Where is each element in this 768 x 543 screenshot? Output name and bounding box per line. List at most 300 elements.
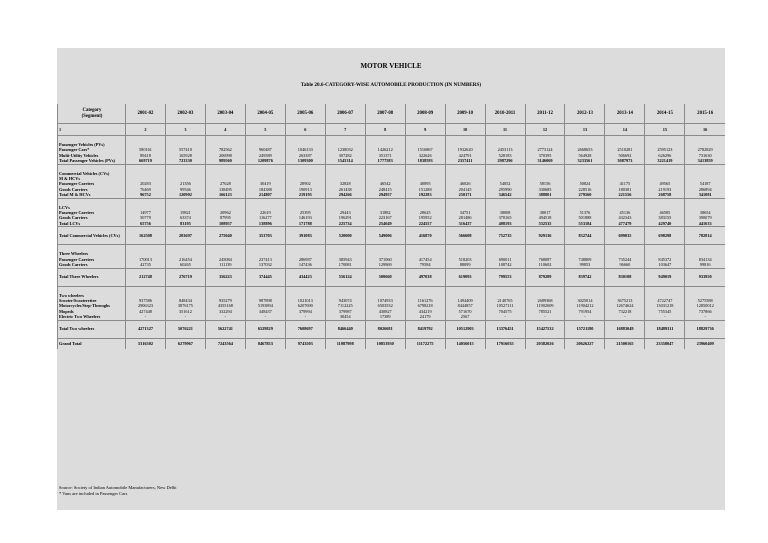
lcv-value: 254049 [378, 220, 392, 226]
pv-value: 1777583 [377, 158, 393, 164]
cv-row-label: Goods Carriers [59, 186, 88, 192]
t3-total-value: 434423 [285, 268, 325, 286]
three-value-cell [445, 251, 485, 268]
lcv-value: 14977 [140, 210, 151, 216]
pv-value: 322626 [418, 152, 432, 158]
three-value-cell [645, 251, 685, 268]
cv-value-cell [685, 171, 725, 199]
grand-total-value: 10853930 [365, 338, 405, 349]
pv-value-cell [285, 142, 325, 164]
cv-value: 190913 [298, 186, 312, 192]
t3-total-value: 212748 [126, 268, 166, 286]
column-number: 12 [525, 124, 565, 136]
cv-value: 248415 [378, 186, 392, 192]
cv-value: 21356 [180, 181, 191, 187]
tcv-total-value: 782814 [685, 227, 725, 245]
two-value: 2906323 [137, 303, 153, 309]
table-caption: Table 20.6-CATEGORY-WISE AUTOMOBILE PRODUCTION (IN NUMBERS) [300, 82, 482, 88]
three-value: 99853 [579, 262, 591, 268]
pv-value-cell [325, 142, 365, 164]
two-value: - [144, 314, 147, 320]
two-value: 4355168 [217, 303, 233, 309]
lcv-value: 370165 [498, 215, 512, 221]
t3-total-value: 356223 [205, 268, 245, 286]
t2-total-value: 8466440 [325, 320, 365, 338]
pv-value: 626296 [658, 152, 672, 158]
pv-value-cell [525, 142, 565, 164]
grand-total-value: 6279967 [165, 338, 205, 349]
lcv-value: 116277 [258, 215, 272, 221]
cv-value: 261438 [338, 186, 352, 192]
cv-value: 46026 [459, 181, 471, 187]
lcv-value: 281486 [458, 215, 472, 221]
column-number: 5 [245, 124, 285, 136]
cv-value-cell [285, 171, 325, 199]
year-header: 2009-10 [445, 104, 485, 124]
two-value: 3675213 [617, 297, 633, 303]
cv-group-row [58, 171, 726, 199]
year-header: 2006-07 [325, 104, 365, 124]
pv-value: 307282 [338, 152, 352, 158]
two-row-label: Mopeds [59, 308, 74, 314]
two-labels [58, 293, 126, 321]
column-number: 10 [445, 124, 485, 136]
pv-value: 782562 [218, 147, 232, 153]
three-value: 108742 [498, 262, 512, 268]
cv-value: 180381 [618, 186, 632, 192]
two-value: 943074 [338, 297, 352, 303]
lcv-value: 390079 [698, 215, 712, 221]
tcv-total-value: 275040 [205, 227, 245, 245]
lcv-value-cell [205, 205, 245, 227]
pv-value: 2782829 [697, 147, 713, 153]
cv-value: 221556 [618, 192, 632, 198]
pv-value-cell [365, 142, 405, 164]
lcv-value: 441633 [698, 220, 712, 226]
pv-value: 528183 [498, 152, 512, 158]
pv-row-label: Passenger Cars* [59, 147, 90, 153]
two-group-row [58, 293, 726, 321]
cv-row-label: Passenger Carriers [59, 181, 95, 187]
lcv-value: 28625 [419, 210, 431, 216]
cv-value: 295990 [498, 186, 512, 192]
three-value: 96660 [619, 262, 631, 268]
tcv-total-value: 549006 [365, 227, 405, 245]
three-value-cell [605, 251, 645, 268]
two-value: - [224, 314, 227, 320]
cv-value: 166123 [218, 192, 232, 198]
lcv-value: 195952 [418, 215, 432, 221]
lcv-row-label: Goods Carriers [59, 215, 88, 221]
tcv-total-label: Total Commercial Vehicles (CVs) [58, 227, 126, 245]
pv-value-cell [445, 142, 485, 164]
cv-value: 346542 [498, 192, 512, 198]
column-number: 3 [165, 124, 205, 136]
cv-value: 41175 [619, 181, 631, 187]
grand-total-value: 7243564 [205, 338, 245, 349]
cv-value-cell [365, 171, 405, 199]
pv-value: 2510281 [617, 147, 633, 153]
cv-value: 46542 [379, 181, 391, 187]
three-value: 79584 [419, 262, 431, 268]
two-value: 11902609 [536, 303, 554, 309]
three-value-cell [525, 251, 565, 268]
source-note: Source: Society of Indian Automobile Manufacturers, New Delhi [59, 485, 177, 490]
column-number: 14 [605, 124, 645, 136]
t3-total-value: 497038 [405, 268, 445, 286]
tcv-total-value: 698298 [645, 227, 685, 245]
pv-value: 1238032 [337, 147, 353, 153]
tcv-total-value: 416870 [405, 227, 445, 245]
grand-total-value: 8467853 [245, 338, 285, 349]
two-value-cell [605, 293, 645, 321]
year-header: 2008-09 [405, 104, 445, 124]
cv-value: 294957 [378, 192, 392, 198]
tcv-total-value: 391083 [285, 227, 325, 245]
lcv-value: 477479 [618, 220, 632, 226]
cv-value-cell [245, 171, 285, 199]
three-value: 385943 [338, 256, 352, 262]
pv-value: 206998 [218, 152, 232, 158]
lcv-value-cell [165, 205, 205, 227]
pv-value: 1426212 [377, 147, 393, 153]
two-value: - [664, 314, 666, 320]
cv-value-cell [325, 171, 365, 199]
two-value: 6798218 [417, 303, 433, 309]
lcv-value-cell [365, 205, 405, 227]
three-value: 518203 [458, 256, 472, 262]
lcv-value: 38654 [699, 210, 711, 216]
pv-value: 3233561 [577, 158, 593, 164]
lcv-value: 29443 [339, 210, 351, 216]
cv-row-label: Total M & HCVs [59, 192, 91, 198]
three-value: 237413 [258, 256, 272, 262]
segment-header-label: (Segment) [81, 113, 103, 119]
page-title: MOTOR VEHICLE [360, 62, 422, 70]
three-value-cell [405, 251, 445, 268]
lcv-value-cell [645, 205, 685, 227]
t2-total-value: 7608697 [285, 320, 325, 338]
pv-value-cell [605, 142, 645, 164]
cv-value: 58156 [539, 181, 551, 187]
t2-total-value: 18489311 [645, 320, 685, 338]
pv-value-cell [126, 142, 166, 164]
cv-value-cell [165, 171, 205, 199]
pv-value: 1046133 [297, 147, 313, 153]
lcv-value: 46585 [659, 210, 671, 216]
t3-total-value: 949019 [645, 268, 685, 286]
pv-value: 370395 [538, 152, 552, 158]
cv-value: 120902 [178, 192, 192, 198]
tcv-total-value: 162508 [126, 227, 166, 245]
three-value: 216454 [178, 256, 192, 262]
three-value-cell [245, 251, 285, 268]
year-header: 2007-08 [365, 104, 405, 124]
three-value: 286987 [298, 256, 312, 262]
lcv-value: 408193 [498, 220, 512, 226]
two-heading: Two wheelers [59, 292, 84, 298]
pv-value: 506692 [618, 152, 632, 158]
pv-value: 351371 [378, 152, 392, 158]
pv-value-cell [685, 142, 725, 164]
two-value: 1021013 [297, 297, 313, 303]
pv-value: 960487 [258, 147, 272, 153]
two-value-cell [565, 293, 605, 321]
pv-value-cell [405, 142, 445, 164]
pv-value: 731630 [698, 152, 712, 158]
pv-heading: Passenger Vehicles (PVs) [59, 142, 105, 147]
cv-value: 50824 [579, 181, 591, 187]
year-header: 2011-12 [525, 104, 565, 124]
three-value: 137032 [258, 262, 272, 268]
cv-heading: M & HCVs [59, 176, 81, 182]
two-value-cell [525, 293, 565, 321]
lcv-value: 83195 [180, 220, 191, 226]
year-header: 2015-16 [685, 104, 725, 124]
two-value-cell [405, 293, 445, 321]
t3-total-value: 879289 [525, 268, 565, 286]
pv-value: 263387 [298, 152, 312, 158]
lcv-value: 146193 [298, 215, 312, 221]
two-value: 935279 [218, 297, 232, 303]
lcv-row-label: Passenger Carriers [59, 210, 95, 216]
year-header: 2001-02 [126, 104, 166, 124]
t3-total-value: 500660 [365, 268, 405, 286]
header-row [58, 104, 726, 124]
two-value: 937586 [139, 297, 152, 303]
pv-value: 1545314 [337, 158, 353, 164]
pv-value: 249589 [258, 152, 272, 158]
pv-value: 2453113 [497, 147, 513, 153]
lcv-value: 25395 [299, 210, 311, 216]
three-value: 371060 [378, 256, 392, 262]
pv-value: 2668653 [577, 147, 593, 153]
t2-total-value: 6529829 [245, 320, 285, 338]
pv-value-cell [485, 142, 525, 164]
three-value: 845372 [658, 256, 672, 262]
grand-total-value: 20382026 [525, 338, 565, 349]
lcv-value: 38008 [499, 210, 511, 216]
tcv-total-value: 520000 [325, 227, 365, 245]
cv-value: 388801 [538, 192, 552, 198]
three-value: 110602 [538, 262, 552, 268]
column-number: 11 [485, 124, 525, 136]
cv-value: 228516 [578, 186, 592, 192]
year-header: 2013-14 [605, 104, 645, 124]
two-value-cell [126, 293, 166, 321]
lcv-group-row [58, 205, 726, 227]
two-value: 30454 [339, 314, 351, 320]
t2-total-value: 16883049 [605, 320, 645, 338]
two-value: 17389 [379, 314, 391, 320]
column-number: 13 [565, 124, 605, 136]
cv-value: 76469 [140, 186, 151, 192]
three-value: 748809 [578, 256, 592, 262]
cv-value: 204145 [458, 186, 472, 192]
three-value: 60265 [180, 262, 191, 268]
pv-value-cell [165, 142, 205, 164]
t2-total-value: 15427532 [525, 320, 565, 338]
cv-value: 268758 [658, 192, 672, 198]
lcv-value-cell [485, 205, 525, 227]
cv-value: 279560 [578, 192, 592, 198]
three-value: 170013 [139, 256, 152, 262]
two-row-label: Motorcycles/Step-Throughs [59, 303, 110, 309]
cv-value: 20283 [140, 181, 151, 187]
two-value-cell [685, 293, 725, 321]
cv-value: 294266 [338, 192, 352, 198]
two-value: 379987 [338, 308, 352, 314]
grand-total-value: 11087998 [325, 338, 365, 349]
cv-value: 151288 [418, 186, 432, 192]
lcv-value: 31882 [379, 210, 391, 216]
three-labels [58, 251, 126, 268]
two-value-cell [485, 293, 525, 321]
t2-total-label: Total Two wheelers [58, 320, 126, 338]
cv-value-cell [565, 171, 605, 199]
pv-value-cell [565, 142, 605, 164]
cv-value: 219193 [658, 186, 672, 192]
grand-total-value: 17916035 [485, 338, 525, 349]
grand-total-row [58, 338, 726, 349]
tcv-total-value: 752735 [485, 227, 525, 245]
two-value: - [304, 314, 306, 320]
cv-value: 214807 [258, 192, 272, 198]
t2-total-value: 5076221 [165, 320, 205, 338]
t2-total-value: 15721180 [565, 320, 605, 338]
cv-value-cell [205, 171, 245, 199]
pv-value: 1932620 [457, 147, 473, 153]
grand-total-value: 9743503 [285, 338, 325, 349]
two-value: 2140765 [497, 297, 513, 303]
two-value: 848434 [178, 297, 192, 303]
pv-value: 564928 [578, 152, 592, 158]
two-value: 8444857 [457, 303, 473, 309]
three-value-cell [165, 251, 205, 268]
table-notes [59, 485, 176, 497]
tcv-total-row [58, 227, 726, 245]
three-value-cell [365, 251, 405, 268]
t3-total-value: 830108 [605, 268, 645, 286]
pv-value: 1209876 [257, 158, 273, 164]
two-value-cell [245, 293, 285, 321]
lcv-heading: LCVs [59, 204, 70, 210]
cv-value: 49565 [659, 181, 671, 187]
tcv-total-value: 566608 [445, 227, 485, 245]
three-value: 103647 [658, 262, 672, 268]
pv-value: 424791 [458, 152, 472, 158]
cv-value-cell [485, 171, 525, 199]
two-value: 732218 [618, 308, 632, 314]
cv-value: 28902 [299, 181, 311, 187]
pv-value: 2987296 [497, 158, 513, 164]
lcv-value-cell [126, 205, 166, 227]
year-header: 2012-13 [565, 104, 605, 124]
column-number: 9 [405, 124, 445, 136]
three-row-label: Goods Carriers [59, 262, 88, 268]
lcv-value: 224557 [418, 220, 432, 226]
three-value: 417454 [418, 256, 432, 262]
three-value: 735244 [618, 256, 632, 262]
cv-value: 192283 [418, 192, 432, 198]
t3-total-value: 933950 [685, 268, 725, 286]
cv-value: 30419 [259, 181, 271, 187]
two-value: 3876175 [177, 303, 193, 309]
two-row-label: Scooter/Scooterettee [59, 297, 97, 303]
lcv-value: 225734 [338, 220, 352, 226]
lcv-value-cell [405, 205, 445, 227]
lcv-labels [58, 205, 126, 227]
three-value: 99816 [699, 262, 711, 268]
lcv-value: 383155 [658, 215, 672, 221]
footnote: * Vans are included in Passenger Cars [59, 491, 128, 496]
two-value-cell [365, 293, 405, 321]
three-value: 690011 [498, 256, 512, 262]
two-value: 12850012 [696, 303, 714, 309]
cv-value-cell [126, 171, 166, 199]
lcv-value: 19821 [180, 210, 191, 216]
column-number: 4 [205, 124, 245, 136]
cv-value: 184388 [258, 186, 272, 192]
pv-value: 3146069 [537, 158, 553, 164]
t3-total-value: 839742 [565, 268, 605, 286]
lcv-value: 20962 [220, 210, 231, 216]
grand-total-label: Grand Total [58, 338, 126, 349]
two-value: - [184, 314, 187, 320]
pv-value: 723330 [178, 158, 192, 164]
three-value: 834134 [698, 256, 712, 262]
two-value: - [544, 314, 546, 320]
year-header: 2005-06 [285, 104, 325, 124]
year-header: 2002-03 [165, 104, 205, 124]
lcv-value-cell [285, 205, 325, 227]
cv-heading: Commercial Vehicles (CVs) [59, 170, 110, 176]
t2-total-value: 10512903 [445, 320, 485, 338]
three-value-cell [205, 251, 245, 268]
two-value: 737866 [698, 308, 712, 314]
tcv-total-value: 699035 [605, 227, 645, 245]
tcv-total-value: 832744 [565, 227, 605, 245]
two-value: 13031218 [656, 303, 674, 309]
pv-value-cell [645, 142, 685, 164]
two-value: 571670 [458, 308, 472, 314]
three-value-cell [285, 251, 325, 268]
year-header: 2010-2011 [485, 104, 525, 124]
lcv-value: 50779 [140, 215, 151, 221]
two-value: 6503532 [377, 303, 393, 309]
pv-value: 2595123 [657, 147, 673, 153]
two-value: 1074933 [377, 297, 393, 303]
lcv-value: 171788 [298, 220, 312, 226]
cv-value: 32828 [339, 181, 351, 187]
three-value-cell [685, 251, 725, 268]
two-value: - [624, 314, 626, 320]
t2-total-value: 4271327 [126, 320, 166, 338]
lcv-row-label: Total LCVs [59, 220, 81, 226]
lcv-value-cell [685, 205, 725, 227]
three-value: 170081 [338, 262, 352, 268]
t2-total-value: 18829736 [685, 320, 725, 338]
tcv-total-value: 353703 [245, 227, 285, 245]
two-value-cell [285, 293, 325, 321]
two-value-cell [445, 293, 485, 321]
two-value: 379994 [298, 308, 312, 314]
t3-total-value: 799553 [485, 268, 525, 286]
cv-value-cell [525, 171, 565, 199]
pv-value: 557410 [178, 147, 192, 153]
lcv-value: 223167 [378, 215, 392, 221]
pv-value: 3221419 [657, 158, 673, 164]
